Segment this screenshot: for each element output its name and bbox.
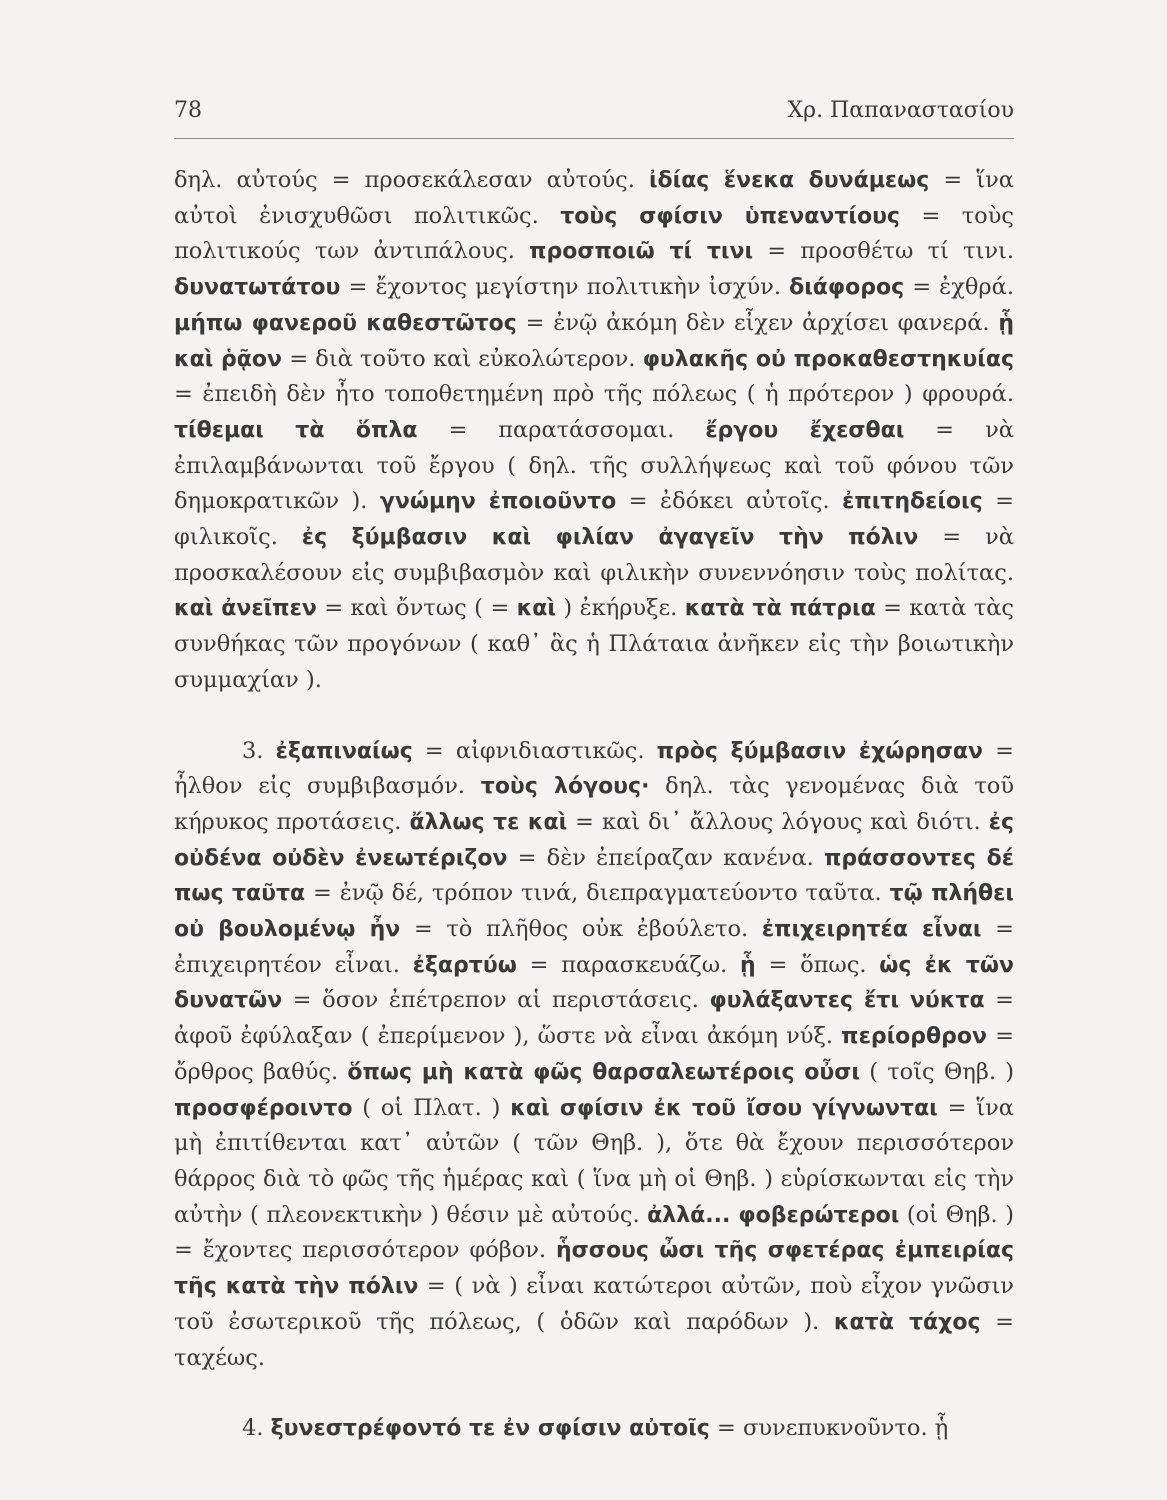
lemma-term: τίθεμαι τὰ ὅπλα: [174, 417, 418, 443]
lemma-term: καὶ σφίσιν ἐκ τοῦ ἴσου γίγνωνται: [510, 1095, 938, 1121]
gloss-text: = διὰ τοῦτο καὶ εὐκολώτερον.: [282, 345, 643, 372]
gloss-text: ) ἐκήρυξε.: [555, 595, 685, 622]
lemma-term: κατὰ τάχος: [833, 1309, 981, 1335]
lemma-term: ἧσσους ὦσι τῆς σφετέρας ἐμπειρίας τῆς κατὰ τὴν πόλιν: [174, 1238, 1014, 1300]
commentary-text: [174, 163, 1014, 1447]
gloss-text: = ( νὰ ) εἶναι κατώτεροι αὐτῶν, ποὺ εἶχον γνῶσιν τοῦ ἐσωτερικοῦ τῆς πόλεως, ( ὁδῶν καὶ παρόδων ).: [174, 1273, 1014, 1335]
lemma-term: ἰδίας ἕνεκα δυνάμεως: [648, 168, 930, 193]
lemma-term: φυλάξαντες ἔτι νύκτα: [709, 988, 985, 1014]
gloss-text: δηλ. αὐτούς = προσεκάλεσαν αὐτούς.: [174, 167, 649, 193]
lemma-term: διάφορος: [789, 275, 905, 301]
gloss-text: = τὸ πλῆθος οὐκ ἐβούλετο.: [400, 916, 762, 943]
gloss-text: = ταχέως.: [174, 1308, 1014, 1371]
lemma-term: ἐς ξύμβασιν καὶ φιλίαν ἀγαγεῖν τὴν πόλιν: [301, 525, 919, 551]
gloss-text: = καὶ ὄντως ( =: [316, 595, 517, 622]
lemma-term: μήπω φανεροῦ καθεστῶτος: [174, 310, 517, 336]
paragraph-number: 3.: [242, 737, 276, 764]
gloss-text: = ἐδόκει αὐτοῖς.: [616, 488, 843, 515]
gloss-text: = νὰ προσκαλέσουν εἰς συμβιβασμὸν καὶ φιλικὴν συνεννόησιν τοὺς πολίτας.: [174, 524, 1015, 586]
lemma-term: πρὸς ξύμβασιν ἐχώρησαν: [656, 738, 984, 764]
lemma-term: φυλακῆς οὐ προκαθεστηκυίας: [642, 346, 1014, 372]
gloss-text: = αἰφνιδιαστικῶς.: [412, 737, 657, 764]
lemma-term: δυνατωτάτου: [174, 275, 341, 301]
paragraph-number: 4.: [242, 1415, 271, 1442]
lemma-term: γνώμην ἐποιοῦντο: [379, 489, 617, 515]
gloss-text: δηλ. τὰς γενομένας διὰ τοῦ κήρυκος προτάσεις.: [174, 773, 1014, 835]
lemma-term: τοὺς λόγους·: [480, 774, 650, 800]
gloss-text: ( οἱ Πλατ. ): [352, 1094, 511, 1121]
lemma-term: πράσσοντες δέ πως ταῦτα: [174, 845, 1014, 907]
lemma-term: ἐπιτηδείοις: [842, 489, 983, 515]
lemma-term: ὡς ἐκ τῶν δυνατῶν: [174, 952, 1014, 1014]
lemma-term: ἐπιχειρητέα εἶναι: [761, 917, 982, 943]
gloss-text: = ἐχθρά.: [904, 274, 1014, 301]
gloss-text: = ἔχοντος μεγίστην πολιτικὴν ἰσχύν.: [340, 274, 790, 301]
commentary-paragraph: [174, 734, 1014, 1377]
gloss-text: = νὰ ἐπιλαμβάνωνται τοῦ ἔργου ( δηλ. τῆς συλλήψεως καὶ τοῦ φόνου τῶν δημοκρατικῶν ).: [174, 416, 1014, 515]
lemma-term: ᾗ: [740, 952, 756, 978]
gloss-text: = ἵνα αὐτοὶ ἐνισχυθῶσι πολιτικῶς.: [174, 167, 1014, 229]
lemma-term: ἔργου ἔχεσθαι: [705, 417, 905, 443]
lemma-term: προσφέροιντο: [174, 1095, 353, 1121]
gloss-text: = συνεπυκνοῦντο. ᾗ: [709, 1415, 949, 1442]
page-header: [174, 98, 1014, 139]
gloss-text: = παρατάσσομαι.: [417, 416, 706, 443]
lemma-term: προσποιῶ τί τινι: [529, 239, 754, 265]
gloss-text: = ἐπειδὴ δὲν ἦτο τοποθετημένη πρὸ τῆς πόλεως ( ἡ πρότερον ) φρουρά.: [174, 381, 1014, 408]
lemma-term: ἄλλως τε καὶ: [409, 809, 568, 835]
lemma-term: ξυνεστρέφοντό τε ἐν σφίσιν αὐτοῖς: [270, 1416, 710, 1442]
lemma-term: ἀλλά... φοβερώτεροι: [647, 1202, 900, 1228]
gloss-text: = ἐνῷ δέ, τρόπον τινά, διεπραγματεύοντο ταῦτα.: [305, 880, 890, 907]
gloss-text: = ὅσον ἐπέτρεπον αἱ περιστάσεις.: [282, 987, 710, 1014]
gloss-text: = κατὰ τὰς συνθήκας τῶν προγόνων ( καθ᾽ ἃς ἡ Πλάταια ἀνῆκεν εἰς τὴν βοιωτικὴν συμμαχίαν ).: [174, 595, 1014, 693]
gloss-text: ( τοῖς Θηβ. ): [859, 1058, 1015, 1085]
lemma-term: κατὰ τὰ πάτρια: [684, 596, 876, 622]
gloss-text: = ὄρθρος βαθύς.: [174, 1023, 1014, 1085]
gloss-text: = ὅπως.: [755, 951, 880, 978]
lemma-term: τῷ πλήθει οὐ βουλομένῳ ἦν: [174, 881, 1014, 943]
lemma-term: καὶ ἀνεῖπεν: [174, 596, 317, 622]
lemma-term: τοὺς σφίσιν ὑπεναντίους: [560, 203, 900, 229]
gloss-text: = τοὺς πολιτικούς των ἀντιπάλους.: [174, 202, 1014, 265]
commentary-paragraph: [174, 163, 1014, 699]
gloss-text: = ἐπιχειρητέον εἶναι.: [174, 916, 1014, 978]
page-number: 78: [174, 98, 202, 123]
gloss-text: = ἀφοῦ ἐφύλαξαν ( ἐπερίμενον ), ὥστε νὰ εἶναι ἀκόμη νύξ.: [174, 987, 1014, 1050]
commentary-paragraph: [174, 1411, 1014, 1447]
lemma-term: ᾗ καὶ ῥᾷον: [174, 310, 1014, 372]
gloss-text: = ἦλθον εἰς συμβιβασμόν.: [174, 737, 1015, 800]
gloss-text: = φιλικοῖς.: [174, 488, 1014, 551]
gloss-text: = προσθέτω τί τινι.: [753, 238, 1014, 265]
running-head: Χρ. Παπαναστασίου: [787, 98, 1014, 123]
gloss-text: (οἱ Θηβ. ) = ἔχοντες περισσότερον φόβον.: [174, 1201, 1014, 1264]
lemma-term: ἐξαπιναίως: [275, 738, 413, 764]
lemma-term: ἐξαρτύω: [412, 952, 517, 978]
gloss-text: = παρασκευάζω.: [516, 951, 741, 978]
gloss-text: = ἵνα μὴ ἐπιτίθενται κατ᾽ αὐτῶν ( τῶν Θηβ. ), ὅτε θὰ ἔχουν περισσότερον θάρρος διὰ τὸ φῶς τῆς ἡμέρας καὶ ( ἵνα μὴ οἱ Θηβ. ) εὑρίσκωνται εἰς τὴν αὐτὴν ( πλεονεκτικὴν ) θέσιν μὲ αὐτούς.: [174, 1094, 1014, 1228]
lemma-term: καὶ: [516, 596, 556, 622]
lemma-term: περίορθρον: [841, 1024, 987, 1050]
lemma-term: ἐς οὐδένα οὐδὲν ἐνεωτέριζον: [174, 809, 1014, 871]
gloss-text: = ἐνῷ ἀκόμη δὲν εἶχεν ἀρχίσει φανερά.: [516, 309, 999, 336]
lemma-term: ὅπως μὴ κατὰ φῶς θαρσαλεωτέροις οὖσι: [347, 1059, 860, 1085]
gloss-text: = καὶ δι᾽ ἄλλους λόγους καὶ διότι.: [567, 808, 989, 835]
gloss-text: = δὲν ἐπείραζαν κανένα.: [507, 844, 824, 871]
